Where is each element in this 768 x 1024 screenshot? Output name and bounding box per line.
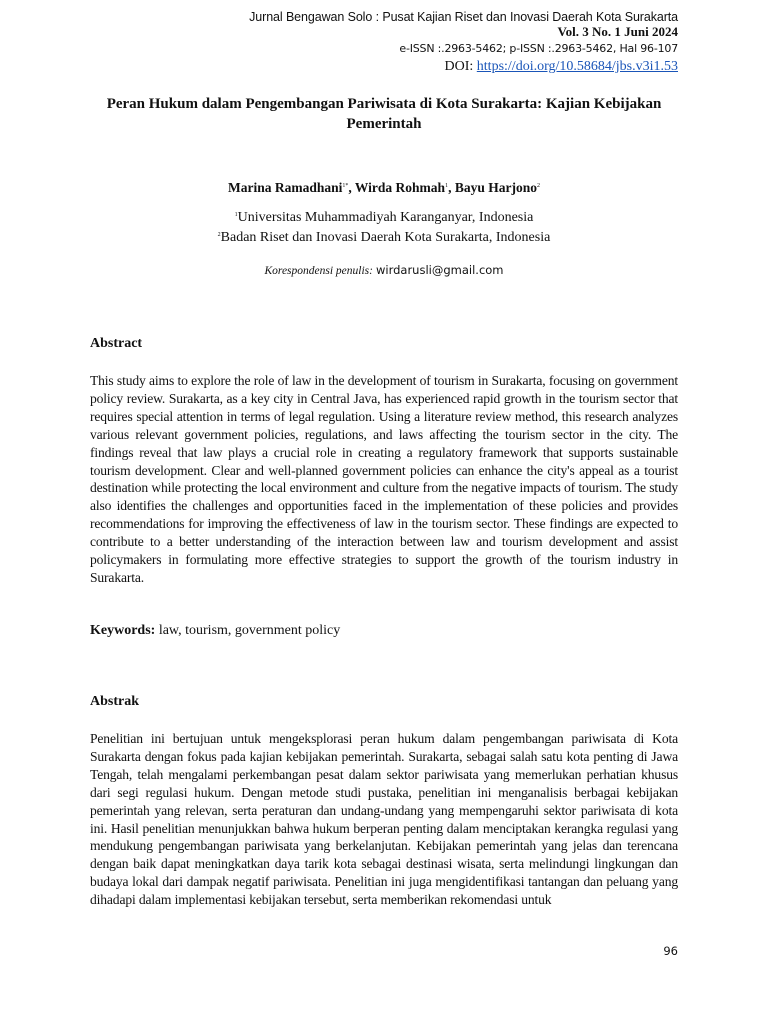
author-list: Marina Ramadhani$^{1*}$, Wirda Rohmah$^1$, Bayu Harjono$^2$ — [228, 180, 540, 195]
doi-label: DOI: — [444, 59, 474, 74]
author-name: Marina Ramadhani — [228, 180, 343, 195]
correspondence-label: Korespondensi penulis: — [264, 265, 373, 277]
affiliation-mark: 2 — [217, 232, 221, 238]
keywords-text: law, tourism, government policy — [158, 623, 341, 638]
affiliation-text: Universitas Muhammadiyah Karanganyar, Indonesia — [237, 210, 534, 225]
journal-name: Jurnal Bengawan Solo : Pusat Kajian Riset dan Inovasi Daerah Kota Surakarta — [249, 10, 678, 24]
keywords-label: Keywords: — [90, 623, 156, 638]
doi-link[interactable]: https://doi.org/10.58684/jbs.v3i1.53 — [476, 59, 678, 74]
author-name: Wirda Rohmah — [354, 180, 446, 195]
abstract-heading: Abstract — [90, 336, 143, 351]
abstrak-heading: Abstrak — [90, 694, 140, 709]
author-name: Bayu Harjono — [454, 180, 537, 195]
paper-title: Peran Hukum dalam Pengembangan Pariwisata di Kota Surakarta: Kajian Kebijakan Pemerintah — [106, 96, 662, 132]
author-affiliation-mark: 1* — [342, 183, 349, 189]
keywords — [90, 623, 340, 639]
affiliation — [90, 210, 678, 226]
affiliation-mark: 1 — [234, 212, 238, 218]
page-number: 96 — [663, 944, 678, 958]
abstract-text: This study aims to explore the role of law in the development of tourism in Surakarta, focusing on government policy review. Surakarta, as a key city in Central Java, has experienced rapid growth in the tourism sector that requires special attention in terms of legal regulation. Using a literature review method, this research analyzes various relevant government policies, regulations, and laws affecting the tourism sector in the city. The findings reveal that law plays a crucial role in creating a regulatory framework that supports sustainable tourism development. Clear and well-planned government policies can enhance the city's appeal as a tourist destination while protecting the local environment and culture from the negative impacts of tourism. The study also identifies the challenges and opportunities faced in the implementation of these policies and provides recommendations for improving the effectiveness of law in the tourism sector. These findings are expected to contribute to a better understanding of the interaction between law and tourism development and assist policymakers in formulating more effective strategies to support the growth of the tourism industry in Surakarta. — [90, 373, 678, 585]
author-affiliation-mark: 2 — [536, 183, 540, 189]
affiliation — [90, 230, 678, 246]
journal-issn: e-ISSN :.2963-5462; p-ISSN :.2963-5462, Hal 96-107 — [399, 42, 678, 55]
journal-volume: Vol. 3 No. 1 Juni 2024 — [557, 24, 678, 39]
author-affiliation-mark: 1 — [445, 183, 449, 189]
correspondence — [90, 263, 678, 278]
affiliation-text: Badan Riset dan Inovasi Daerah Kota Surakarta, Indonesia — [220, 230, 551, 245]
journal-doi — [445, 59, 678, 75]
abstrak-text: Penelitian ini bertujuan untuk mengeksplorasi peran hukum dalam pengembangan pariwisata di Kota Surakarta dengan fokus pada kajian kebijakan pemerintah. Surakarta, sebagai salah satu kota penting di Jawa Tengah, telah mengalami perkembangan pesat dalam sektor pariwisata yang memerlukan perhatian khusus dari segi regulasi hukum. Dengan metode studi pustaka, penelitian ini menganalisis berbagai kebijakan pemerintah yang relevan, serta peraturan dan undang-undang yang mempengaruhi sektor pariwisata di kota ini. Hasil penelitian menunjukkan bahwa hukum berperan penting dalam menciptakan kerangka regulasi yang mendukung pengembangan pariwisata yang berkelanjutan. Kebijakan pemerintah yang jelas dan terencana dengan baik dapat meningkatkan daya tarik kota sebagai destinasi wisata, serta melindungi lingkungan dan budaya lokal dari dampak negatif pariwisata. Penelitian ini juga mengidentifikasi tantangan dan peluang yang dihadapi dalam implementasi kebijakan tersebut, serta memberikan rekomendasi untuk — [90, 731, 678, 908]
correspondence-email: wirdarusli@gmail.com — [375, 263, 504, 277]
